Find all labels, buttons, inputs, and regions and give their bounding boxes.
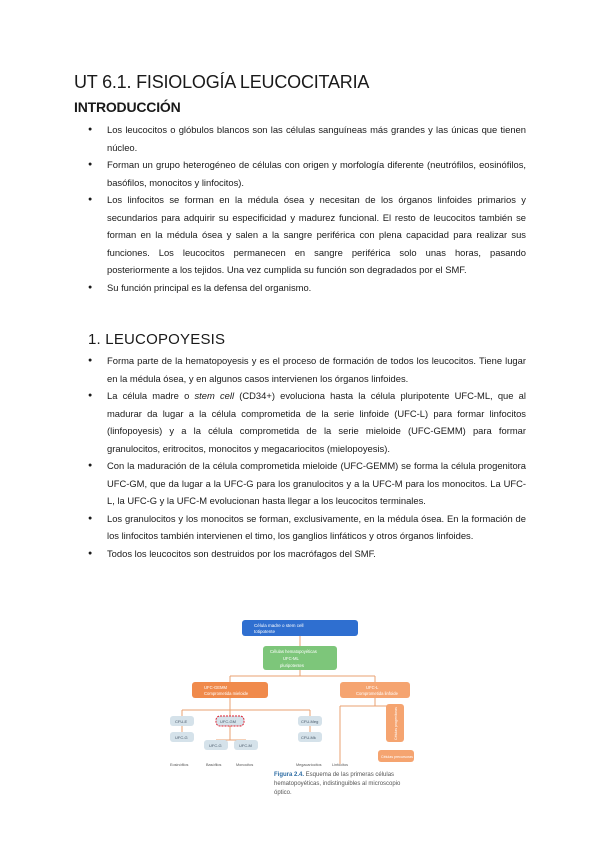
progenitor-label: Células progenitoras: [394, 707, 398, 740]
precursor-label: Células precursoras: [381, 755, 413, 759]
hematopoiesis-diagram: [170, 618, 430, 768]
cell-label: Monocitos: [236, 763, 254, 767]
list-item: ● Forman un grupo heterogéneo de células con origen y morfología diferente (neutrófilos, eosinófilos, basófilos, monocitos y linfocitos).: [74, 156, 526, 191]
text-span: La célula madre o: [107, 390, 195, 401]
ufcg-left-label: UFC-G: [175, 735, 188, 740]
italic-term: stem cell: [194, 390, 235, 401]
list-item-stem-cell: [74, 387, 526, 457]
cell-label: Basófilos: [206, 763, 222, 767]
gemm-label: UFC-GEMM: [204, 685, 228, 690]
list-item: ● Los granulocitos y los monocitos se forman, exclusivamente, en la médula ósea. En la formación de los linfocitos también intervienen el timo, los ganglios linfáticos y otros órganos linfoides.: [74, 510, 526, 545]
cfumk-label: CFU-Mk: [301, 735, 316, 740]
text-span: (CD34+) evoluciona hasta la célula pluripotente UFC-ML, que al madurar da lugar a la célula comprometida de la serie linfoide (UFC-L) para formar linfocitos (linfopoyesis) y a la célula comprometida de la serie mieloide (UFC-GEMM) para formar granulocitos, eritrocitos, monocitos y megacariocitos (mielopoyesis).: [107, 390, 526, 454]
page-title: UT 6.1. FISIOLOGÍA LEUCOCITARIA: [74, 72, 370, 92]
section-list: [74, 352, 526, 562]
stem-cell-label: totipotente: [254, 629, 276, 634]
cfue-label: CFU-E: [175, 719, 188, 724]
cell-label: Megacariocitos: [296, 763, 322, 767]
cell-label: Eosinófilos: [170, 763, 189, 767]
figure-caption: [274, 771, 404, 798]
ufcm-label: UFC-M: [239, 743, 252, 748]
caption-text: Esquema de las primeras células hematopoyéticas, indistinguibles al microscopio óptico.: [274, 772, 401, 796]
section-heading: 1. LEUCOPOYESIS: [88, 331, 226, 348]
list-item: ● Los linfocitos se forman en la médula ósea y necesitan de los órganos linfoides primarios y secundarios para adquirir su especificidad y madurez funcional. El resto de leucocitos también se forman en la médula ósea y salen a la sangre periférica con plena capacidad para realizar sus funciones. Los leucocitos permanecen en sangre periférica solo unas horas, pasando posteriormente a los tejidos. Una vez cumplida su función son degradados por el SMF.: [74, 191, 526, 279]
ufcg-label: UFC-G: [209, 743, 222, 748]
ufcl-label: Comprometida linfoide: [356, 691, 398, 696]
ufcgm-label: UFC-GM: [220, 719, 236, 724]
list-item: ● Forma parte de la hematopoyesis y es el proceso de formación de todos los leucocitos. Tiene lugar en la médula ósea, y en algunos casos intervienen los órganos linfoides.: [74, 352, 526, 387]
list-item: ● Los leucocitos o glóbulos blancos son las células sanguíneas más grandes y las únicas que tienen núcleo.: [74, 121, 526, 156]
cell-label: Linfocitos: [332, 763, 349, 767]
list-item: ● Con la maduración de la célula comprometida mieloide (UFC-GEMM) se forma la célula progenitora UFC-GM, que da lugar a la UFC-G para los granulocitos y a la UFC-M para los monocitos. La UFC-L, la UFC-G y la UFC-M evolucionan hasta llegar a los leucocitos terminales.: [74, 457, 526, 510]
pluri-label: UFC-ML: [283, 656, 299, 661]
caption-label: Figura 2.4.: [274, 772, 305, 778]
cfumeg-label: CFU-Meg: [301, 719, 319, 724]
ufcl-label: UFC-L: [366, 685, 379, 690]
pluri-label: pluripotentes: [280, 663, 304, 668]
pluri-label: Células hematopoyéticas: [270, 649, 317, 654]
list-item: ● Todos los leucocitos son destruidos por los macrófagos del SMF.: [74, 545, 526, 563]
intro-heading: INTRODUCCIÓN: [74, 99, 181, 115]
list-item: ● Su función principal es la defensa del organismo.: [74, 279, 526, 297]
stem-cell-label: Célula madre o stem cell: [254, 623, 304, 628]
gemm-label: Comprometida mieloide: [204, 691, 249, 696]
intro-list: [74, 121, 526, 296]
